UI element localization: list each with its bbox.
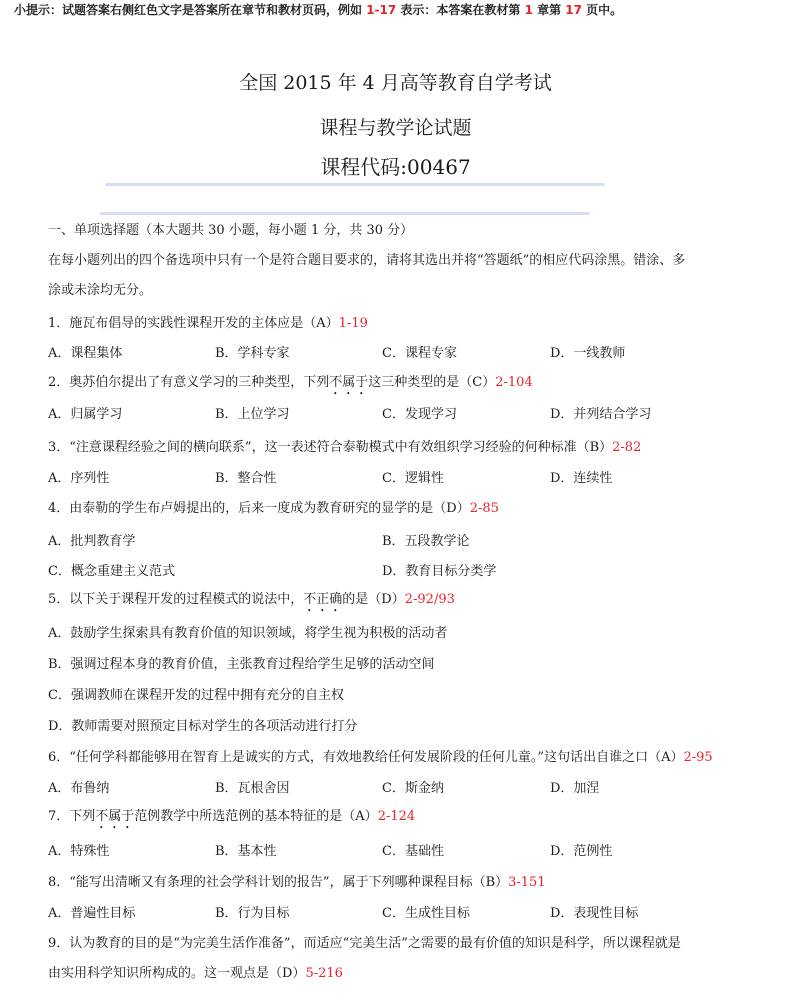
hint-page: 17: [565, 3, 582, 17]
question-6: [48, 749, 713, 767]
answer-ref: 2-124: [377, 809, 416, 824]
option-c: C．生成性目标: [382, 906, 470, 921]
answer-ref: 3-151: [508, 875, 546, 890]
question-5: [48, 591, 455, 615]
emphasis-text: 不属于: [329, 375, 369, 390]
question-text: 4．由泰勒的学生布卢姆提出的，后来一度成为教育研究的显学的是（D）: [48, 501, 470, 516]
option-b: B．五段教学论: [382, 534, 470, 549]
question-7: [48, 808, 415, 832]
question-text: 范例教学中所选范例的基本特征的是（A）: [134, 809, 378, 824]
option-b: B．学科专家: [215, 346, 290, 361]
section-instructions-cont: 涂或未涂均无分。: [48, 283, 153, 298]
option-c: C．概念重建主义范式: [48, 564, 175, 579]
option-c: C．发现学习: [382, 407, 457, 422]
option-a: A．普遍性目标: [48, 906, 136, 921]
option-a: A．批判教育学: [48, 534, 136, 549]
option-a: A．序列性: [48, 471, 110, 486]
question-8: [48, 874, 546, 892]
option-d: D．表现性目标: [550, 906, 639, 921]
question-text: 8．“能写出清晰又有条理的社会学科计划的报告”，属于下列哪种课程目标（B）: [48, 875, 509, 890]
option-b: B．瓦根舍因: [215, 781, 290, 796]
option-a: A．归属学习: [48, 407, 123, 422]
question-text: 5．以下关于课程开发的过程模式的说法中，: [48, 592, 304, 607]
hint-text: 表示：本答案在教材第: [396, 3, 525, 17]
question-text: 由实用科学知识所构成的。这一观点是（D）: [48, 966, 306, 981]
hint-text: 章第: [532, 3, 566, 17]
question-1: [48, 315, 368, 333]
option-b: B．强调过程本身的教育价值，主张教育过程给学生足够的活动空间: [48, 657, 435, 672]
option-c: C．课程专家: [382, 346, 457, 361]
option-c: C．基础性: [382, 844, 444, 859]
option-b: B．行为目标: [215, 906, 290, 921]
answer-ref: 1-19: [338, 316, 368, 331]
option-c: C．逻辑性: [382, 471, 444, 486]
option-c: C．斯金纳: [382, 781, 444, 796]
option-a: A．鼓励学生探索具有教育价值的知识领域，将学生视为积极的活动者: [48, 626, 448, 641]
emphasis-text: 不正确: [303, 592, 343, 607]
answer-ref: 2-104: [495, 375, 533, 390]
question-text: 这三种类型的是（C）: [368, 375, 496, 390]
option-d: D．加涅: [550, 781, 600, 796]
hint-text: 页中。: [582, 3, 623, 17]
question-text: 6．“任何学科都能够用在智育上是诚实的方式，有效地教给任何发展阶段的任何儿童。”这句话出自谁之口（A）: [48, 750, 684, 765]
exam-title: 全国 2015 年 4 月高等教育自学考试: [239, 72, 552, 94]
option-d: D．教育目标分类学: [382, 564, 497, 579]
answer-ref: 2-95: [683, 750, 713, 765]
question-4: [48, 500, 499, 518]
question-text: 的是（D）: [342, 592, 405, 607]
option-d: D．连续性: [550, 471, 613, 486]
option-d: D．并列结合学习: [550, 407, 652, 422]
option-c: C．强调教师在课程开发的过程中拥有充分的自主权: [48, 688, 344, 703]
option-d: D．一线教师: [550, 346, 626, 361]
question-text: 2．奥苏伯尔提出了有意义学习的三种类型，下列: [48, 375, 330, 390]
option-d: D．范例性: [550, 844, 613, 859]
section-heading: 一、单项选择题（本大题共 30 小题，每小题 1 分，共 30 分）: [48, 223, 414, 238]
answer-ref: 5-216: [305, 966, 343, 981]
option-b: B．整合性: [215, 471, 277, 486]
question-3: [48, 439, 641, 457]
course-code: 课程代码:00467: [320, 155, 471, 179]
option-b: B．基本性: [215, 844, 277, 859]
question-text: 1．施瓦布倡导的实践性课程开发的主体应是（A）: [48, 316, 339, 331]
question-text: 3．“注意课程经验之间的横向联系”，这一表述符合泰勒模式中有效组织学习经验的何种标准（B）: [48, 440, 613, 455]
question-9-cont: [48, 965, 343, 983]
question-9: 9．认为教育的目的是“为完美生活作准备”，而适应“完美生活”之需要的最有价值的知识是科学，所以课程就是: [48, 936, 681, 951]
option-a: A．布鲁纳: [48, 781, 110, 796]
question-text: 7．下列: [48, 809, 96, 824]
option-a: A．课程集体: [48, 346, 123, 361]
answer-hint-banner: [14, 1, 622, 18]
option-b: B．上位学习: [215, 407, 290, 422]
option-d: D．教师需要对照预定目标对学生的各项活动进行打分: [48, 719, 358, 734]
emphasis-text: 不属于: [95, 809, 135, 824]
answer-ref: 2-85: [469, 501, 499, 516]
exam-subject: 课程与教学论试题: [319, 117, 472, 139]
hint-chapter: 1: [524, 3, 533, 17]
question-2: [48, 374, 533, 398]
option-a: A．特殊性: [48, 844, 110, 859]
section-instructions: 在每小题列出的四个备选项中只有一个是符合题目要求的，请将其选出并将“答题纸”的相应代码涂黑。错涂、多: [48, 253, 686, 268]
hint-text: 小提示：试题答案右侧红色文字是答案所在章节和教材页码，例如: [14, 3, 367, 17]
hint-example-ref: 1-17: [366, 3, 397, 17]
answer-ref: 2-82: [612, 440, 642, 455]
answer-ref: 2-92/93: [404, 592, 455, 607]
